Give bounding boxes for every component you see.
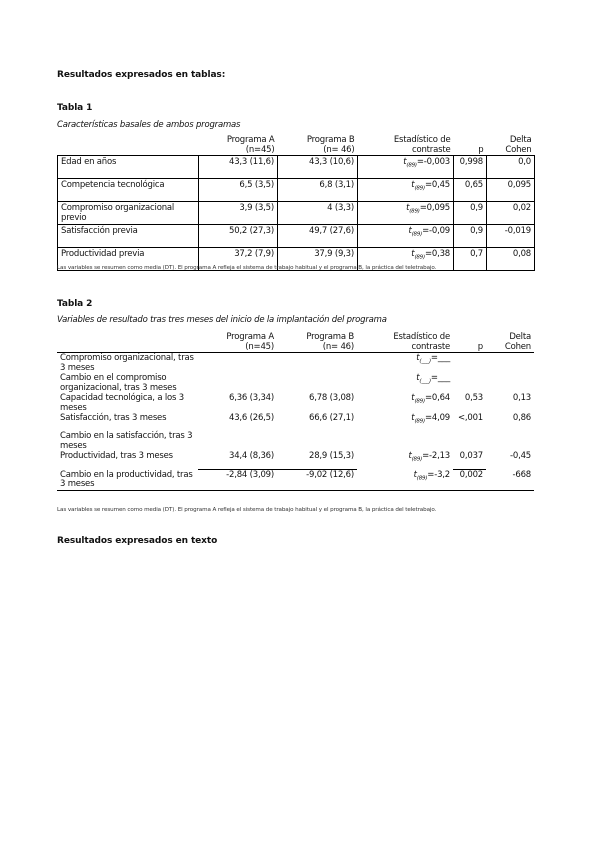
table-row bbox=[57, 373, 534, 393]
row-program-b: 4 (3,3) bbox=[278, 202, 358, 225]
row-statistic bbox=[357, 353, 453, 374]
row-cohen-delta bbox=[486, 431, 534, 451]
row-statistic bbox=[357, 451, 453, 470]
table1-header-5: Delta Cohen bbox=[487, 136, 535, 156]
stat-df: (89) bbox=[416, 475, 428, 482]
row-program-b bbox=[277, 373, 357, 393]
row-variable: Capacidad tecnológica, a los 3 meses bbox=[60, 393, 184, 413]
row-p-value bbox=[453, 373, 486, 393]
table2 bbox=[57, 333, 534, 491]
stat-symbol: t bbox=[403, 157, 407, 167]
row-cohen-delta bbox=[486, 373, 534, 393]
row-program-b: -9,02 (12,6) bbox=[277, 470, 357, 491]
table-row bbox=[57, 470, 534, 491]
row-program-a bbox=[198, 353, 277, 374]
stat-symbol: t bbox=[408, 451, 412, 461]
row-program-b: 28,9 (15,3) bbox=[309, 451, 354, 461]
row-program-a bbox=[198, 373, 277, 393]
table-row bbox=[57, 431, 534, 451]
table1-header-4: p bbox=[454, 136, 487, 156]
stat-symbol: t bbox=[411, 180, 415, 190]
table-row bbox=[57, 393, 534, 413]
stat-value: =-0,003 bbox=[416, 157, 450, 167]
row-p-value: 0,998 bbox=[454, 156, 487, 179]
row-statistic bbox=[357, 393, 453, 413]
row-p-value: 0,53 bbox=[464, 393, 483, 403]
stat-symbol: t bbox=[411, 249, 415, 259]
row-statistic bbox=[357, 373, 453, 393]
stat-value: =0,45 bbox=[424, 180, 450, 190]
stat-value: =0,38 bbox=[424, 249, 450, 259]
table2-header-4: p bbox=[453, 333, 486, 353]
row-p-value bbox=[453, 431, 486, 451]
row-program-b: 6,78 (3,08) bbox=[309, 393, 354, 403]
table1-label: Tabla 1 bbox=[57, 103, 93, 113]
stat-symbol: t bbox=[416, 353, 420, 363]
table-row bbox=[58, 202, 535, 225]
stat-df: (89) bbox=[414, 418, 425, 425]
row-variable: Cambio en la productividad, tras 3 meses bbox=[57, 470, 198, 491]
stat-symbol: t bbox=[416, 373, 420, 383]
stat-value: =___ bbox=[430, 353, 450, 363]
row-p-value: 0,002 bbox=[453, 470, 486, 491]
row-variable: Competencia tecnológica bbox=[58, 179, 199, 202]
row-program-a: 43,6 (26,5) bbox=[229, 413, 274, 423]
row-cohen-delta: -0,019 bbox=[487, 225, 535, 248]
row-statistic bbox=[357, 470, 453, 491]
row-statistic bbox=[358, 202, 454, 225]
row-cohen-delta: 0,095 bbox=[487, 179, 535, 202]
table2-caption: Variables de resultado tras tres meses del inicio de la implantación del programa bbox=[57, 315, 387, 325]
table-row bbox=[58, 179, 535, 202]
row-statistic bbox=[358, 156, 454, 179]
row-variable: Edad en años bbox=[58, 156, 199, 179]
row-statistic bbox=[358, 225, 454, 248]
row-cohen-delta bbox=[486, 353, 534, 374]
row-program-a: 50,2 (27,3) bbox=[199, 225, 278, 248]
stat-df: (89) bbox=[414, 254, 425, 261]
row-variable: Satisfacción, tras 3 meses bbox=[60, 413, 167, 423]
stat-value: =0,095 bbox=[419, 203, 450, 213]
section-title-text: Resultados expresados en texto bbox=[57, 536, 218, 546]
row-cohen-delta: 0,02 bbox=[487, 202, 535, 225]
stat-value: =4,09 bbox=[424, 413, 450, 423]
table1-caption: Características basales de ambos programas bbox=[57, 120, 241, 130]
table1-note: Las variables se resumen como media (DT). El programa A refleja el sistema de trabajo habitual y el programa B, la práctica del teletrabajo. bbox=[57, 265, 437, 271]
stat-symbol: t bbox=[411, 413, 415, 423]
stat-symbol: t bbox=[408, 226, 412, 236]
row-variable: Cambio en el compromiso organizacional, tras 3 meses bbox=[60, 373, 177, 393]
stat-value: =-3,2 bbox=[427, 469, 450, 480]
row-cohen-delta: 0,13 bbox=[512, 393, 531, 403]
row-program-a: 6,5 (3,5) bbox=[199, 179, 278, 202]
row-statistic bbox=[357, 413, 453, 431]
table-row bbox=[57, 353, 534, 374]
stat-value: =0,64 bbox=[424, 393, 450, 403]
row-program-b: 43,3 (10,6) bbox=[278, 156, 358, 179]
table2-header-2: Programa B (n= 46) bbox=[277, 333, 357, 353]
row-cohen-delta: -0,45 bbox=[510, 451, 531, 461]
stat-df: (89) bbox=[411, 231, 423, 238]
table1-body bbox=[58, 156, 535, 271]
row-program-b bbox=[277, 353, 357, 374]
row-variable: Cambio en la satisfacción, tras 3 meses bbox=[60, 431, 193, 451]
row-variable: Productividad, tras 3 meses bbox=[60, 451, 173, 461]
row-p-value: 0,7 bbox=[454, 248, 487, 271]
row-program-a: 43,3 (11,6) bbox=[199, 156, 278, 179]
stat-value: =-2,13 bbox=[422, 451, 450, 461]
row-program-a: 3,9 (3,5) bbox=[199, 202, 278, 225]
stat-symbol: t bbox=[406, 203, 410, 213]
stat-value: =-0,09 bbox=[422, 226, 450, 236]
section-title-tables: Resultados expresados en tablas: bbox=[57, 70, 226, 80]
row-program-b: 66,6 (27,1) bbox=[309, 413, 354, 423]
stat-df: (___) bbox=[419, 358, 431, 365]
stat-df: (___) bbox=[419, 378, 431, 385]
stat-df: (89) bbox=[409, 208, 420, 215]
table2-header-1: Programa A (n=45) bbox=[198, 333, 277, 353]
table2-header-3: Estadístico de contraste bbox=[357, 333, 453, 353]
table2-note: Las variables se resumen como media (DT). El programa A refleja el sistema de trabajo habitual y el programa B, la práctica del teletrabajo. bbox=[57, 507, 437, 513]
stat-df: (89) bbox=[414, 185, 425, 192]
row-variable: Satisfacción previa bbox=[58, 225, 199, 248]
row-p-value: 0,9 bbox=[454, 202, 487, 225]
row-statistic bbox=[358, 179, 454, 202]
row-program-a: 34,4 (8,36) bbox=[229, 451, 274, 461]
table1 bbox=[57, 136, 535, 271]
row-program-b: 37,9 (9,3) bbox=[278, 248, 358, 271]
row-cohen-delta: -668 bbox=[486, 470, 534, 491]
row-p-value: 0,9 bbox=[454, 225, 487, 248]
row-variable: Productividad previa bbox=[58, 248, 199, 271]
table2-header-0 bbox=[57, 333, 198, 353]
table2-header-row bbox=[57, 333, 534, 353]
table-row bbox=[57, 451, 534, 470]
table1-header-1: Programa A (n=45) bbox=[199, 136, 278, 156]
row-cohen-delta: 0,0 bbox=[487, 156, 535, 179]
row-program-a: 6,36 (3,34) bbox=[229, 393, 274, 403]
table-row bbox=[58, 225, 535, 248]
table1-header-0 bbox=[58, 136, 199, 156]
row-variable: Compromiso organizacional, tras 3 meses bbox=[60, 353, 194, 373]
table2-header-5: Delta Cohen bbox=[486, 333, 534, 353]
row-statistic bbox=[357, 431, 453, 451]
stat-symbol: t bbox=[413, 469, 417, 480]
table2-body bbox=[57, 353, 534, 491]
row-variable: Compromiso organizacional previo bbox=[58, 202, 199, 225]
table-row bbox=[58, 156, 535, 179]
row-p-value bbox=[453, 353, 486, 374]
row-program-a: 37,2 (7,9) bbox=[199, 248, 278, 271]
table1-header-3: Estadístico de contraste bbox=[358, 136, 454, 156]
row-program-a bbox=[198, 431, 277, 451]
row-p-value: 0,65 bbox=[454, 179, 487, 202]
table1-header-row bbox=[58, 136, 535, 156]
stat-value: =___ bbox=[430, 373, 450, 383]
row-program-b: 49,7 (27,6) bbox=[278, 225, 358, 248]
table1-header-2: Programa B (n= 46) bbox=[278, 136, 358, 156]
table-row bbox=[57, 413, 534, 431]
row-p-value: <,001 bbox=[457, 413, 483, 423]
row-program-b bbox=[277, 431, 357, 451]
stat-df: (89) bbox=[411, 456, 423, 463]
stat-df: (89) bbox=[414, 398, 425, 405]
stat-symbol: t bbox=[411, 393, 415, 403]
table2-label: Tabla 2 bbox=[57, 299, 93, 309]
row-program-b: 6,8 (3,1) bbox=[278, 179, 358, 202]
row-program-a: -2,84 (3,09) bbox=[198, 470, 277, 491]
row-cohen-delta: 0,08 bbox=[487, 248, 535, 271]
stat-df: (89) bbox=[406, 162, 417, 169]
row-cohen-delta: 0,86 bbox=[512, 413, 531, 423]
row-p-value: 0,037 bbox=[459, 451, 483, 461]
